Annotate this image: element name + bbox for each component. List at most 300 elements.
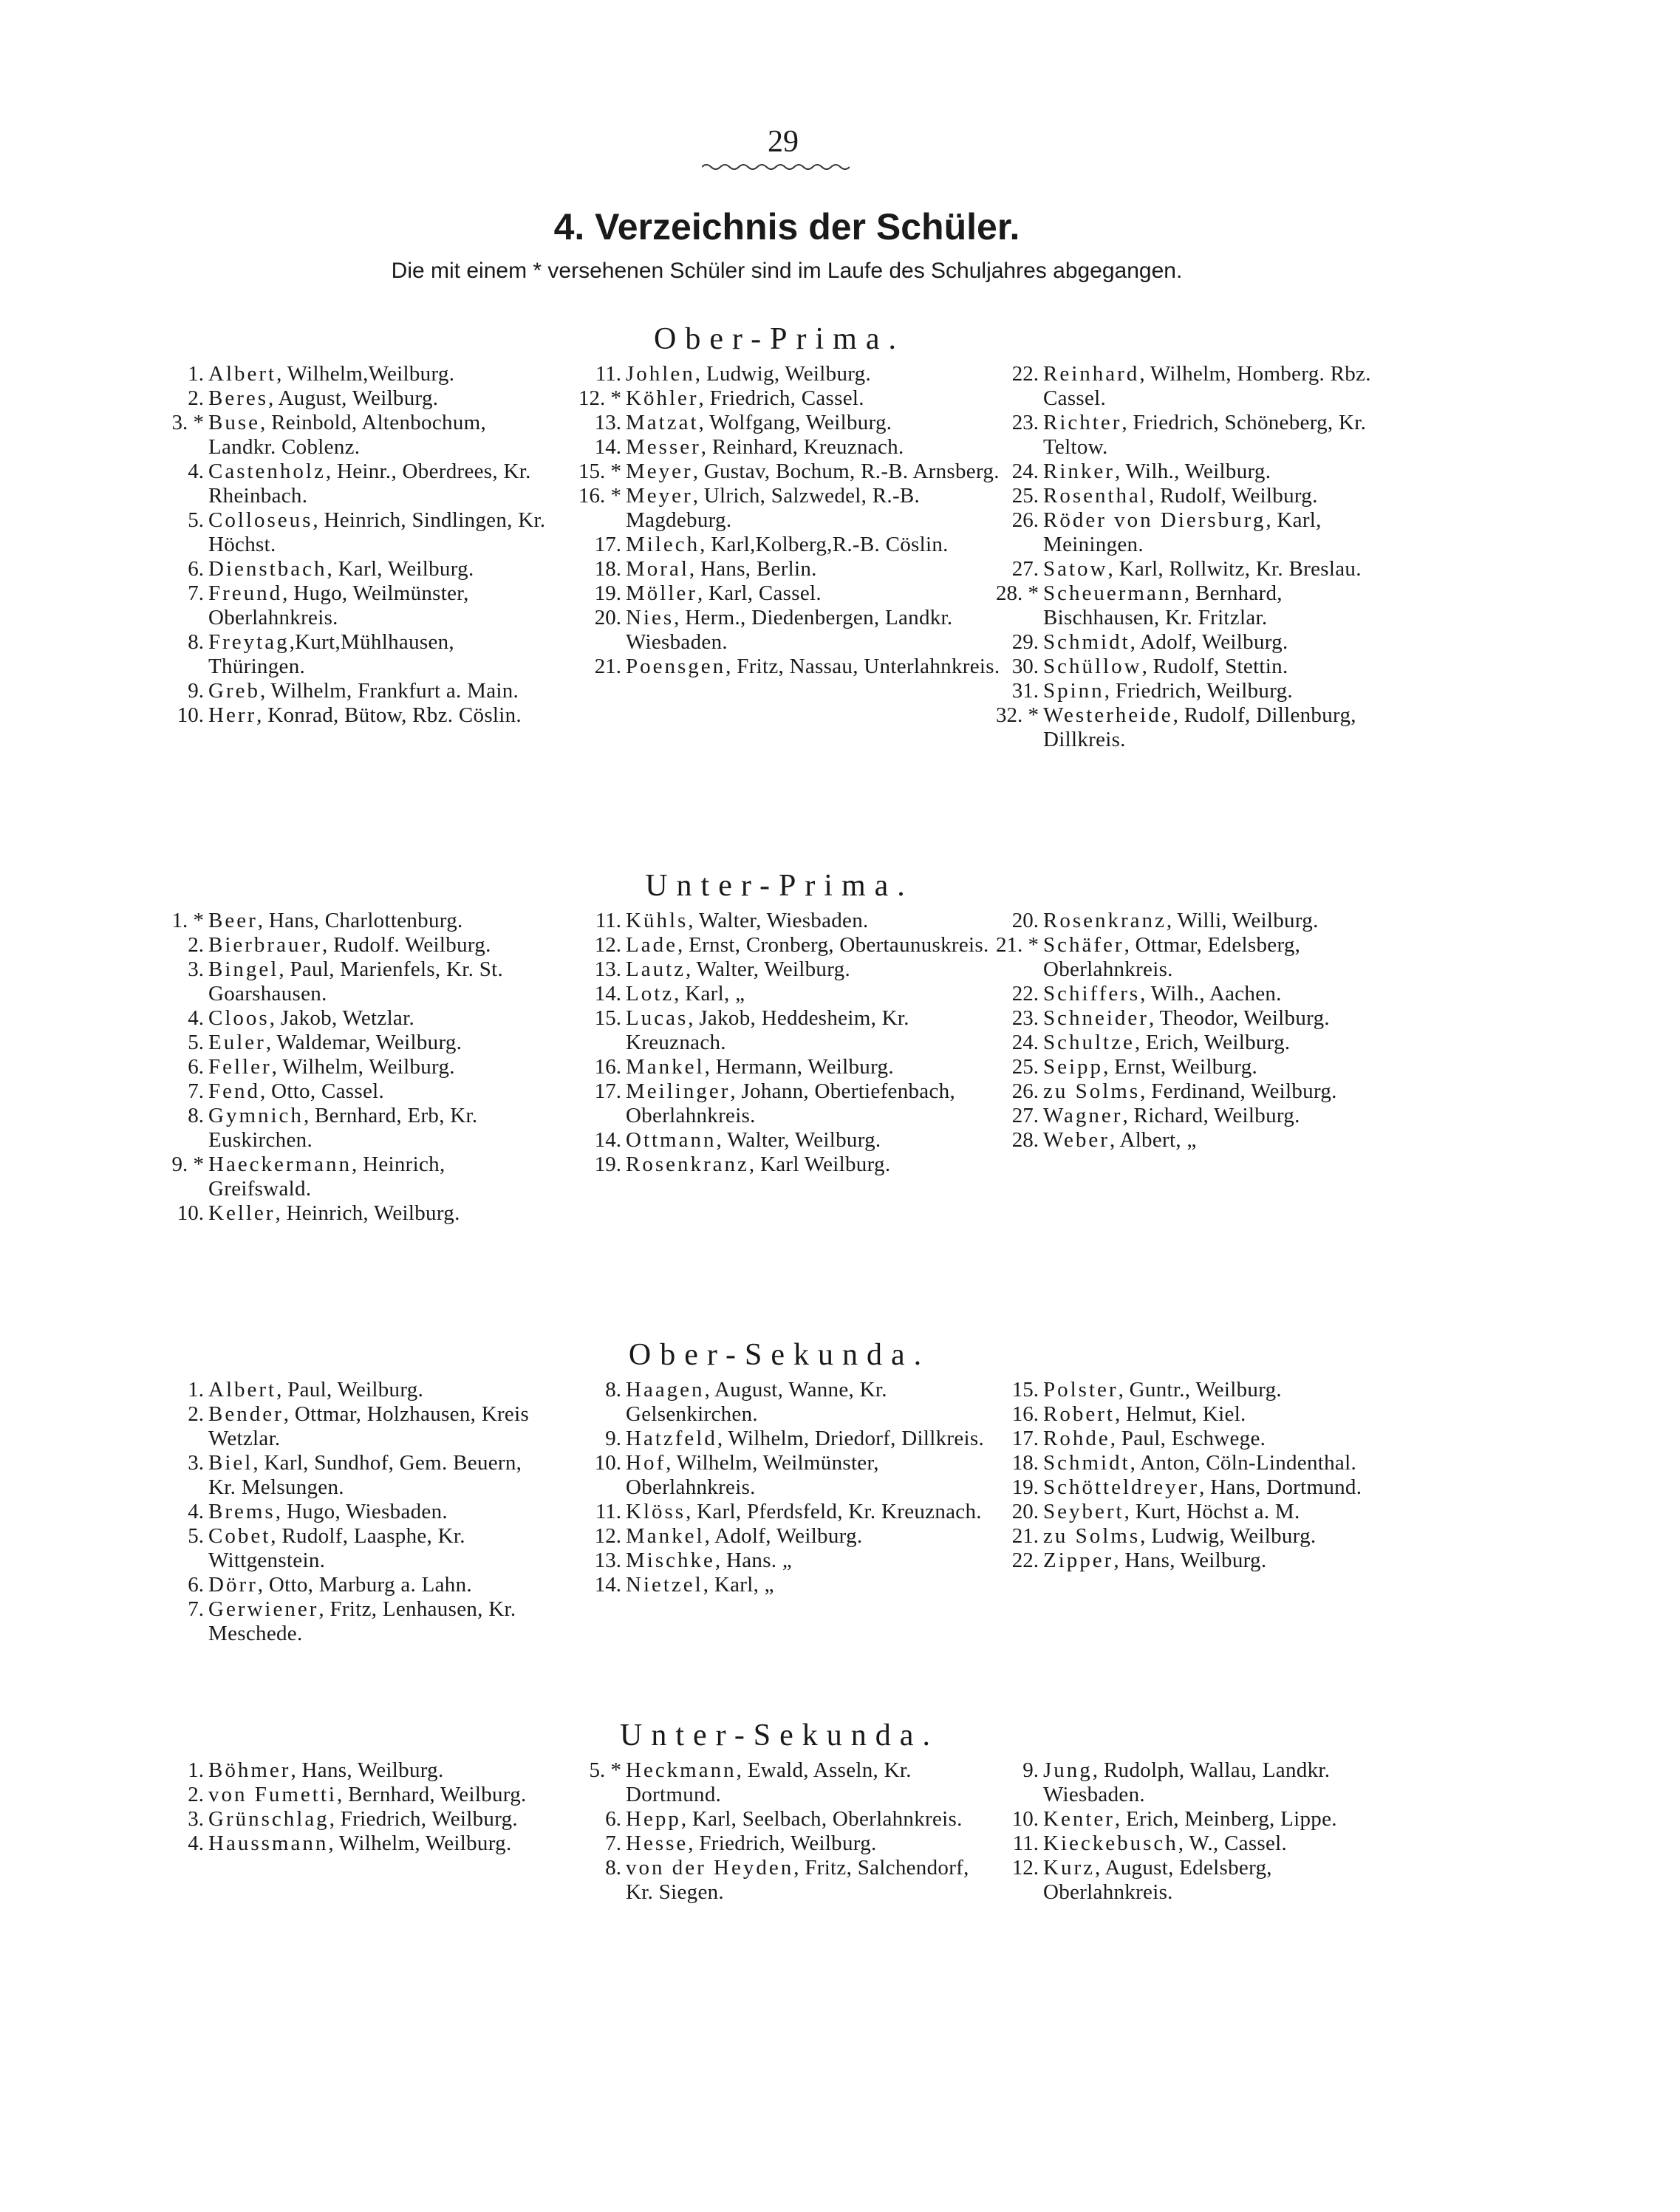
entry-number: 10. [594, 1451, 621, 1475]
entry-number: 9. [605, 1427, 621, 1450]
student-details: , Heinr., Oberdrees, Kr. Rheinbach. [208, 460, 531, 508]
student-surname: Lautz [626, 957, 686, 981]
section-heading: Unter-Sekunda. [620, 1718, 939, 1752]
student-surname: Schötteldreyer [1043, 1475, 1200, 1499]
student-surname: Möller [626, 581, 697, 605]
student-entry [155, 1500, 547, 1524]
student-details: , Wilhelm, Driedorf, Dillkreis. [717, 1427, 985, 1450]
student-surname: Köhler [626, 386, 699, 410]
entry-number: 8. [605, 1856, 621, 1880]
student-entry [573, 982, 1001, 1006]
entry-number: 2. [188, 1402, 204, 1426]
student-details: , Richard, Weilburg. [1122, 1104, 1300, 1127]
student-entry [573, 533, 1001, 557]
student-entry [990, 1402, 1396, 1427]
entry-number: 20. [1011, 909, 1039, 932]
student-surname: Lucas [626, 1006, 689, 1030]
student-details: , Karl Weilburg. [748, 1153, 891, 1176]
student-entry [990, 1055, 1396, 1079]
student-details: , August, Edelsberg, Oberlahnkreis. [1043, 1856, 1272, 1904]
student-surname: Schneider [1043, 1006, 1149, 1030]
student-surname: Rinker [1043, 460, 1115, 483]
student-entry [155, 1807, 547, 1832]
student-surname: Klöss [626, 1500, 686, 1523]
entry-number: 8. [605, 1378, 621, 1402]
student-entry [573, 1427, 1001, 1451]
student-details: , Hans, Weilburg. [290, 1758, 444, 1782]
student-entry [573, 1079, 1001, 1128]
student-entry [990, 411, 1396, 460]
student-details: , Hugo, Weilmünster, Oberlahnkreis. [208, 581, 469, 629]
student-details: , Willi, Weilburg. [1166, 909, 1319, 932]
student-details: , Paul, Weilburg. [276, 1378, 424, 1402]
student-details: , Wilhelm, Weilburg. [328, 1832, 512, 1855]
student-details: , Erich, Weilburg. [1134, 1031, 1291, 1054]
entry-number: 7. [188, 1597, 204, 1621]
student-entry [573, 1378, 1001, 1427]
student-entry [155, 630, 547, 679]
student-surname: Castenholz [208, 460, 326, 483]
student-details: , Albert, „ [1109, 1128, 1197, 1152]
entry-number: 22. [1011, 362, 1039, 386]
section-unter-sekunda [155, 1713, 1382, 1904]
entry-number: 24. [1011, 460, 1039, 483]
student-column [573, 909, 1001, 1177]
student-details: , Jakob, Heddesheim, Kr. Kreuznach. [626, 1006, 909, 1054]
student-details: , Heinrich, Sindlingen, Kr. Höchst. [208, 508, 546, 556]
student-surname: Matzat [626, 411, 699, 434]
student-surname: Schiffers [1043, 982, 1141, 1006]
student-details: , Hermann, Weilburg. [704, 1055, 894, 1079]
student-entry [155, 386, 547, 411]
student-entry [573, 484, 1001, 533]
student-surname: Rohde [1043, 1427, 1110, 1450]
entry-number: 17. [594, 1079, 621, 1103]
student-surname: Mankel [626, 1055, 705, 1079]
entry-number: 4. [188, 1500, 204, 1523]
student-entry [155, 703, 547, 728]
student-surname: Seipp [1043, 1055, 1104, 1079]
entry-number: 20. [594, 606, 621, 629]
student-details: , Hans, Charlottenburg. [257, 909, 463, 932]
student-surname: Reinhard [1043, 362, 1140, 386]
student-surname: Heckmann [626, 1758, 737, 1782]
entry-number: 21. [1011, 1524, 1039, 1548]
entry-number: 11. [595, 1500, 621, 1523]
student-details: , Karl, Rollwitz, Kr. Breslau. [1107, 557, 1362, 581]
student-entry [573, 460, 1001, 484]
student-surname: Hesse [626, 1832, 689, 1855]
student-surname: Haussmann [208, 1832, 329, 1855]
student-details: , Karl, Seelbach, Oberlahnkreis. [680, 1807, 963, 1831]
student-entry [990, 1031, 1396, 1055]
student-surname: Grünschlag [208, 1807, 329, 1831]
entry-number: 6. [605, 1807, 621, 1831]
student-entry [155, 957, 547, 1006]
student-entry [155, 411, 547, 460]
student-entry [155, 1832, 547, 1856]
student-surname: Rosenkranz [626, 1153, 749, 1176]
student-entry [573, 933, 1001, 957]
student-entry [573, 1451, 1001, 1500]
student-surname: Gymnich [208, 1104, 304, 1127]
student-details: , Walter, Weilburg. [686, 957, 850, 981]
student-surname: Satow [1043, 557, 1108, 581]
entry-number: 5. [188, 1031, 204, 1054]
student-details: , Wilhelm, Frankfurt a. Main. [259, 679, 519, 703]
student-details: , Karl, Cassel. [697, 581, 822, 605]
entry-number: 32. * [996, 703, 1039, 727]
student-entry [573, 1573, 1001, 1597]
entry-number: 10. [177, 1201, 204, 1225]
student-surname: Meilinger [626, 1079, 731, 1103]
student-entry [155, 362, 547, 386]
student-details: , Erich, Meinberg, Lippe. [1114, 1807, 1337, 1831]
student-details: , Karl, Sundhof, Gem. Beuern, Kr. Melsungen. [208, 1451, 522, 1499]
student-details: , August, Weilburg. [268, 386, 439, 410]
student-surname: Cobet [208, 1524, 271, 1548]
student-details: , Hugo, Wiesbaden. [275, 1500, 448, 1523]
student-details: , Karl, Pferdsfeld, Kr. Kreuznach. [686, 1500, 982, 1523]
entry-number: 18. [594, 557, 621, 581]
student-details: , Otto, Marburg a. Lahn. [257, 1573, 472, 1597]
student-surname: Poensgen [626, 655, 726, 678]
student-entry [990, 1104, 1396, 1128]
entry-number: 19. [594, 1153, 621, 1176]
entry-number: 24. [1011, 1031, 1039, 1054]
entry-number: 5. * [589, 1758, 621, 1782]
entry-number: 6. [188, 1573, 204, 1597]
student-surname: Messer [626, 435, 701, 459]
student-details: ,Kurt,Mühlhausen, Thüringen. [208, 630, 454, 678]
entry-number: 15. * [578, 460, 621, 483]
student-details: , Friedrich, Weilburg. [1104, 679, 1293, 703]
student-entry [573, 655, 1001, 679]
student-entry [990, 909, 1396, 933]
entry-number: 5. [188, 1524, 204, 1548]
student-details: , Ottmar, Edelsberg, Oberlahnkreis. [1043, 933, 1301, 981]
entry-number: 14. [594, 1573, 621, 1597]
student-surname: Haagen [626, 1378, 705, 1402]
student-entry [155, 1201, 547, 1226]
student-entry [573, 1758, 1001, 1807]
student-details: , Wilhelm,Weilburg. [276, 362, 455, 386]
entry-number: 12. [594, 933, 621, 957]
student-surname: Bierbrauer [208, 933, 322, 957]
entry-number: 2. [188, 1783, 204, 1806]
student-surname: Cloos [208, 1006, 270, 1030]
entry-number: 16. [594, 1055, 621, 1079]
student-details: , Fritz, Lenhausen, Kr. Meschede. [208, 1597, 516, 1645]
student-details: , Johann, Obertiefenbach, Oberlahnkreis. [626, 1079, 955, 1127]
student-entry [990, 1758, 1396, 1807]
student-details: , Karl, Meiningen. [1043, 508, 1322, 556]
student-surname: Seybert [1043, 1500, 1124, 1523]
student-surname: von der Heyden [626, 1856, 794, 1880]
student-entry [573, 1055, 1001, 1079]
student-details: , Wilh., Aachen. [1140, 982, 1282, 1006]
entry-number: 5. [188, 508, 204, 532]
entry-number: 10. [1011, 1807, 1039, 1831]
student-entry [990, 1549, 1396, 1573]
student-details: , Gustav, Bochum, R.-B. Arnsberg. [692, 460, 1000, 483]
entry-number: 23. [1011, 411, 1039, 434]
entry-number: 2. [188, 933, 204, 957]
entry-number: 17. [594, 533, 621, 556]
entry-number: 11. [595, 362, 621, 386]
entry-number: 4. [188, 460, 204, 483]
entry-number: 9. [188, 679, 204, 703]
student-column [155, 362, 547, 728]
student-details: , Guntr., Weilburg. [1118, 1378, 1282, 1402]
entry-number: 20. [1011, 1500, 1039, 1523]
entry-number: 8. [188, 630, 204, 654]
student-entry [990, 1079, 1396, 1104]
student-surname: Nietzel [626, 1573, 703, 1597]
student-surname: Freytag [208, 630, 290, 654]
entry-number: 6. [188, 557, 204, 581]
student-details: , Jakob, Wetzlar. [269, 1006, 415, 1030]
student-entry [990, 484, 1396, 508]
entry-number: 7. [188, 581, 204, 605]
entry-number: 13. [594, 1549, 621, 1572]
student-details: , Hans, Weilburg. [1113, 1549, 1267, 1572]
entry-number: 28. * [996, 581, 1039, 605]
document-title: 4. Verzeichnis der Schüler. [553, 206, 1020, 248]
student-entry [573, 1128, 1001, 1153]
entry-number: 8. [188, 1104, 204, 1127]
student-details: , Heinrich, Greifswald. [208, 1153, 445, 1201]
student-details: , Ulrich, Salzwedel, R.-B. Magdeburg. [626, 484, 921, 532]
student-surname: Gerwiener [208, 1597, 319, 1621]
student-entry [573, 435, 1001, 460]
student-column [155, 909, 547, 1226]
student-surname: zu Solms [1043, 1079, 1141, 1103]
student-surname: Schmidt [1043, 1451, 1130, 1475]
student-entry [990, 557, 1396, 581]
entry-number: 4. [188, 1832, 204, 1855]
student-column [990, 1378, 1396, 1573]
entry-number: 27. [1011, 1104, 1039, 1127]
student-details: , Rudolf. Weilburg. [322, 933, 491, 957]
student-details: , Wilhelm, Weilmünster, Oberlahnkreis. [626, 1451, 879, 1499]
entry-number: 28. [1011, 1128, 1039, 1152]
entry-number: 22. [1011, 1549, 1039, 1572]
student-entry [155, 1079, 547, 1104]
entry-number: 7. [605, 1832, 621, 1855]
student-surname: Schäfer [1043, 933, 1124, 957]
student-entry [573, 1006, 1001, 1055]
student-surname: Polster [1043, 1378, 1119, 1402]
student-details: , Kurt, Höchst a. M. [1124, 1500, 1300, 1523]
student-surname: Bender [208, 1402, 284, 1426]
student-entry [155, 460, 547, 508]
entry-number: 17. [1011, 1427, 1039, 1450]
entry-number: 14. [594, 435, 621, 459]
entry-number: 2. [188, 386, 204, 410]
student-entry [573, 386, 1001, 411]
entry-number: 21. [594, 655, 621, 678]
student-entry [155, 1402, 547, 1451]
student-entry [990, 1128, 1396, 1153]
entry-number: 15. [1011, 1378, 1039, 1402]
entry-number: 10. [177, 703, 204, 727]
student-entry [990, 630, 1396, 655]
entry-number: 26. [1011, 508, 1039, 532]
student-surname: Böhmer [208, 1758, 291, 1782]
student-details: , Fritz, Salchendorf, Kr. Siegen. [626, 1856, 969, 1904]
student-entry [573, 606, 1001, 655]
student-entry [573, 557, 1001, 581]
student-entry [573, 1856, 1001, 1905]
student-surname: Spinn [1043, 679, 1104, 703]
entry-number: 7. [188, 1079, 204, 1103]
student-details: , Ernst, Cronberg, Obertaunuskreis. [677, 933, 989, 957]
section-heading: Ober-Prima. [654, 322, 905, 356]
student-surname: Zipper [1043, 1549, 1114, 1572]
student-column [573, 362, 1001, 679]
student-details: , Ferdinand, Weilburg. [1140, 1079, 1337, 1103]
student-details: , Ewald, Asseln, Kr. Dortmund. [626, 1758, 912, 1806]
student-details: , Karl, „ [703, 1573, 774, 1597]
student-entry [155, 1783, 547, 1807]
student-details: , Paul, Marienfels, Kr. St. Goarshausen. [208, 957, 504, 1006]
student-surname: Fend [208, 1079, 260, 1103]
entry-number: 16. * [578, 484, 621, 508]
entry-number: 14. [594, 1128, 621, 1152]
entry-number: 19. [594, 581, 621, 605]
student-entry [155, 1524, 547, 1573]
entry-number: 12. * [578, 386, 621, 410]
student-details: , Bernhard, Weilburg. [336, 1783, 527, 1806]
student-details: , Wolfgang, Weilburg. [698, 411, 892, 434]
student-surname: Albert [208, 362, 277, 386]
student-details: , Bernhard, Bischhausen, Kr. Fritzlar. [1043, 581, 1283, 629]
student-surname: Haeckermann [208, 1153, 352, 1176]
student-entry [155, 581, 547, 630]
student-entry [155, 1153, 547, 1201]
student-details: , Adolf, Weilburg. [704, 1524, 863, 1548]
student-surname: Albert [208, 1378, 277, 1402]
student-surname: Rosenthal [1043, 484, 1149, 508]
student-surname: Kühls [626, 909, 689, 932]
student-entry [155, 1758, 547, 1783]
student-entry [990, 1006, 1396, 1031]
student-surname: Wagner [1043, 1104, 1123, 1127]
entry-number: 18. [1011, 1451, 1039, 1475]
student-entry [573, 362, 1001, 386]
student-entry [990, 982, 1396, 1006]
student-entry [990, 703, 1396, 752]
student-surname: Keller [208, 1201, 276, 1225]
student-details: , Bernhard, Erb, Kr. Euskirchen. [208, 1104, 478, 1152]
student-surname: Schmidt [1043, 630, 1130, 654]
student-surname: Kenter [1043, 1807, 1115, 1831]
student-column [573, 1378, 1001, 1597]
student-details: , Theodor, Weilburg. [1148, 1006, 1330, 1030]
student-surname: Herr [208, 703, 257, 727]
student-details: , Ottmar, Holzhausen, Kreis Wetzlar. [208, 1402, 530, 1450]
student-surname: Dienstbach [208, 557, 327, 581]
student-details: , Karl, Weilburg. [327, 557, 474, 581]
student-entry [155, 933, 547, 957]
student-details: , Paul, Eschwege. [1110, 1427, 1266, 1450]
student-entry [155, 1378, 547, 1402]
student-entry [155, 909, 547, 933]
student-entry [990, 1427, 1396, 1451]
student-surname: zu Solms [1043, 1524, 1141, 1548]
entry-number: 4. [188, 1006, 204, 1030]
student-entry [990, 1475, 1396, 1500]
entry-number: 30. [1011, 655, 1039, 678]
student-surname: von Fumetti [208, 1783, 337, 1806]
entry-number: 9. [1022, 1758, 1039, 1782]
student-surname: Bingel [208, 957, 279, 981]
section-ober-sekunda [155, 1332, 1382, 1645]
student-entry [990, 1500, 1396, 1524]
student-entry [573, 1807, 1001, 1832]
entry-number: 1. * [171, 909, 204, 932]
student-details: , Wilh., Weilburg. [1114, 460, 1271, 483]
student-surname: Schüllow [1043, 655, 1142, 678]
student-details: , Wilhelm, Homberg. Rbz. Cassel. [1043, 362, 1371, 410]
student-details: , Heinrich, Weilburg. [275, 1201, 460, 1225]
entry-number: 11. [595, 909, 621, 932]
student-details: , Friedrich, Weilburg. [329, 1807, 518, 1831]
student-entry [573, 1524, 1001, 1549]
entry-number: 23. [1011, 1006, 1039, 1030]
student-column [155, 1378, 547, 1646]
student-entry [990, 1378, 1396, 1402]
entry-number: 3. [188, 957, 204, 981]
student-entry [990, 581, 1396, 630]
student-surname: Hepp [626, 1807, 681, 1831]
student-details: , Hans. „ [714, 1549, 793, 1572]
student-entry [155, 1597, 547, 1646]
student-details: , Ludwig, Weilburg. [694, 362, 872, 386]
student-details: , Hans, Dortmund. [1199, 1475, 1362, 1499]
entry-number: 3. * [171, 411, 204, 434]
student-entry [990, 1832, 1396, 1856]
student-entry [155, 557, 547, 581]
student-surname: Buse [208, 411, 260, 434]
student-entry [990, 362, 1396, 411]
student-details: , Reinbold, Altenbochum, Landkr. Coblenz. [208, 411, 487, 459]
entry-number: 1. [188, 362, 204, 386]
student-details: , Fritz, Nassau, Unterlahnkreis. [725, 655, 1000, 678]
student-details: , Walter, Weilburg. [716, 1128, 881, 1152]
student-surname: Hatzfeld [626, 1427, 717, 1450]
student-entry [155, 1451, 547, 1500]
entry-number: 6. [188, 1055, 204, 1079]
student-entry [573, 581, 1001, 606]
student-entry [155, 508, 547, 557]
entry-number: 29. [1011, 630, 1039, 654]
section-heading: Ober-Sekunda. [628, 1338, 931, 1372]
document-subtitle: Die mit einem * versehenen Schüler sind im Laufe des Schuljahres abgegangen. [391, 259, 1183, 283]
student-surname: Beres [208, 386, 269, 410]
student-surname: Feller [208, 1055, 272, 1079]
student-surname: Brems [208, 1500, 276, 1523]
student-details: , Rudolf, Stettin. [1141, 655, 1288, 678]
student-surname: Meyer [626, 484, 693, 508]
student-details: , Otto, Cassel. [260, 1079, 385, 1103]
student-details: , Karl, „ [674, 982, 745, 1006]
student-details: , Wilhelm, Weilburg. [271, 1055, 455, 1079]
student-surname: Ottmann [626, 1128, 717, 1152]
entry-number: 15. [594, 1006, 621, 1030]
entry-number: 1. [188, 1378, 204, 1402]
